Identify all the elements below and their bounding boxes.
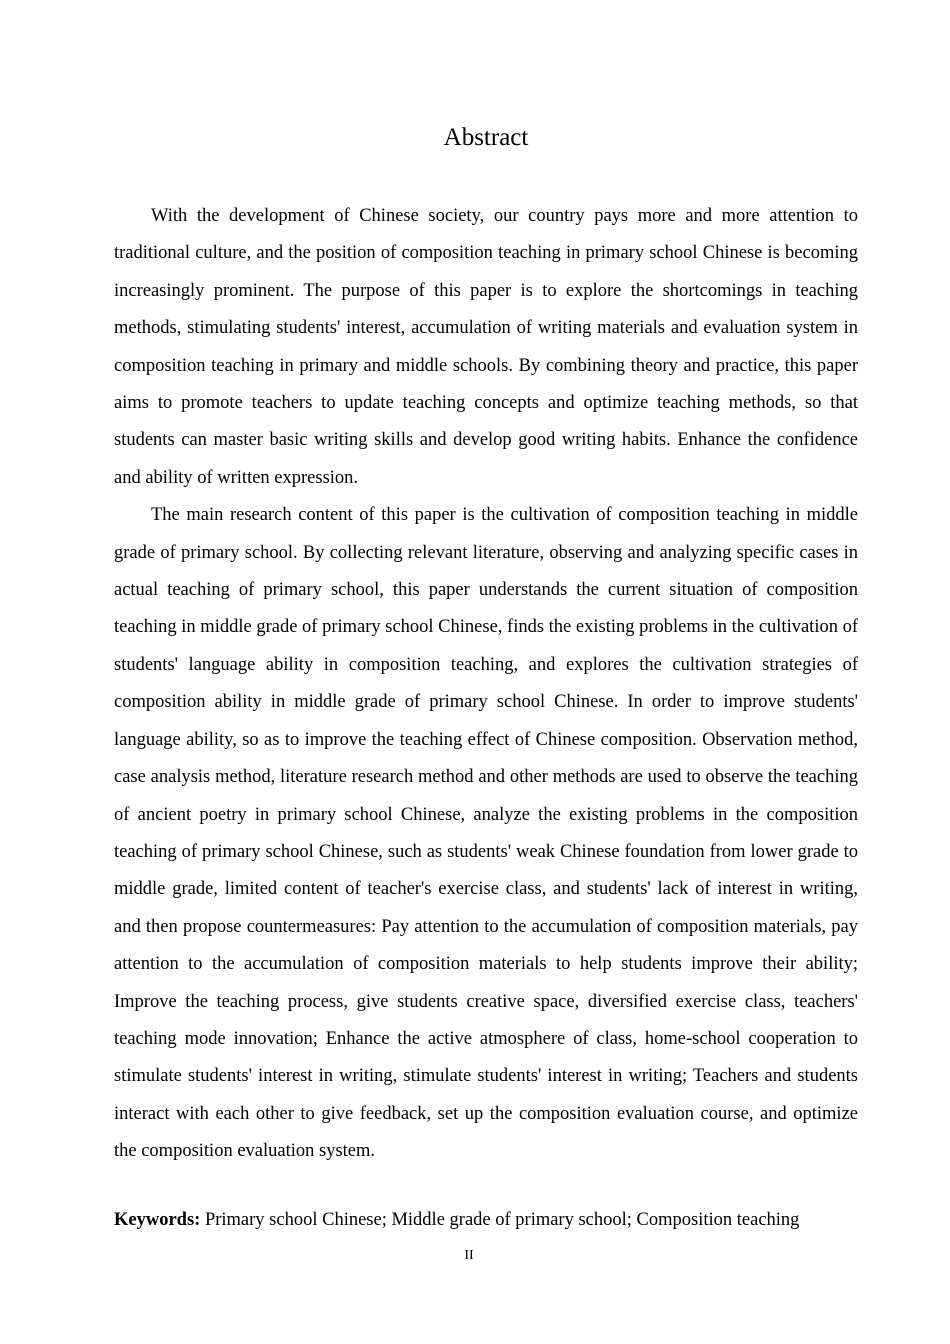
abstract-body xyxy=(114,198,858,1171)
abstract-paragraph-2: The main research content of this paper is the cultivation of composition teaching in middle grade of primary school. By collecting relevant literature, observing and analyzing specific cases in actual teaching of primary school, this paper understands the current situation of composition teaching in middle grade of primary school Chinese, finds the existing problems in the cultivation of students' language ability in composition teaching, and explores the cultivation strategies of composition ability in middle grade of primary school Chinese. In order to improve students' language ability, so as to improve the teaching effect of Chinese composition. Observation method, case analysis method, literature research method and other methods are used to observe the teaching of ancient poetry in primary school Chinese, analyze the existing problems in the composition teaching of primary school Chinese, such as students' weak Chinese foundation from lower grade to middle grade, limited content of teacher's exercise class, and students' lack of interest in writing, and then propose countermeasures: Pay attention to the accumulation of composition materials, pay attention to the accumulation of composition materials to help students improve their ability; Improve the teaching process, give students creative space, diversified exercise class, teachers' teaching mode innovation; Enhance the active atmosphere of class, home-school cooperation to stimulate students' interest in writing, stimulate students' interest in writing; Teachers and students interact with each other to give feedback, set up the composition evaluation course, and optimize the composition evaluation system. xyxy=(114,505,858,1162)
abstract-paragraph-1: With the development of Chinese society, our country pays more and more attention to traditional culture, and the position of composition teaching in primary school Chinese is becoming increasingly prominent. The purpose of this paper is to explore the shortcomings in teaching methods, stimulating students' interest, accumulation of writing materials and evaluation system in composition teaching in primary and middle schools. By combining theory and practice, this paper aims to promote teachers to update teaching concepts and optimize teaching methods, so that students can master basic writing skills and develop good writing habits. Enhance the confidence and ability of written expression. xyxy=(114,206,858,488)
page-number: II xyxy=(464,1248,474,1263)
keywords-line xyxy=(114,1203,874,1237)
abstract-title: Abstract xyxy=(443,124,529,151)
keywords-text: Primary school Chinese; Middle grade of primary school; Composition teaching xyxy=(204,1210,800,1230)
keywords-label: Keywords: xyxy=(114,1210,201,1230)
